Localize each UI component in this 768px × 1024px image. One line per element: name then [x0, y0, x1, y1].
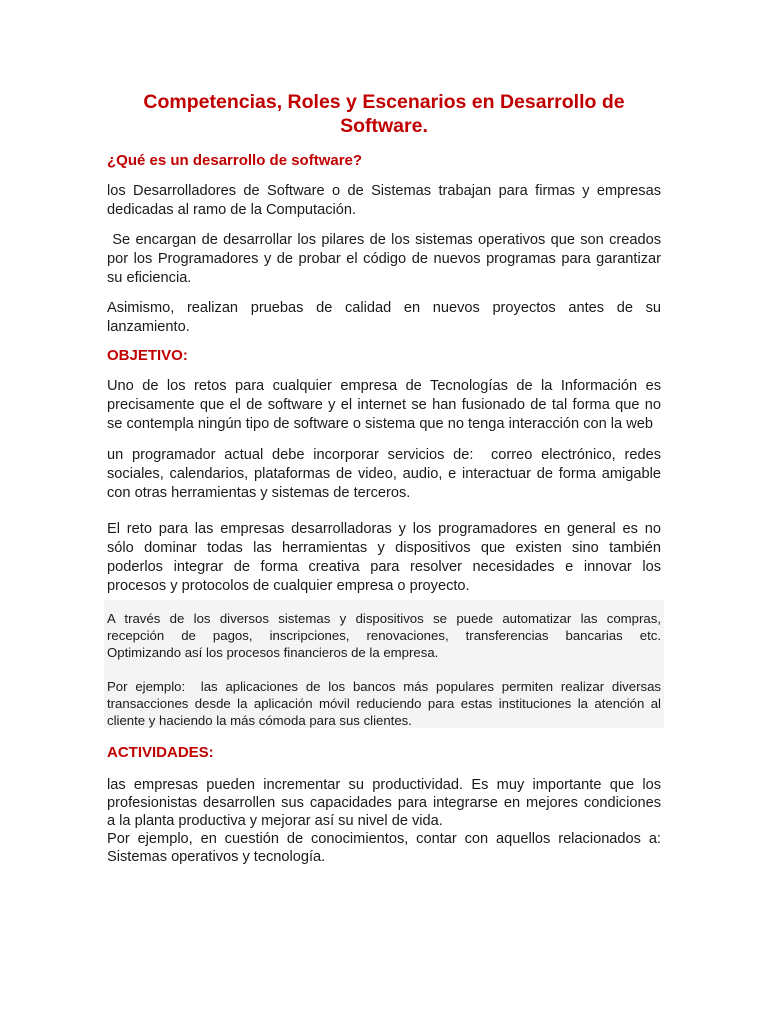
text-line: procesos y protocolos de cualquier empresa o proyecto. [107, 578, 470, 594]
text-line: recepción de pagos, inscripciones, renovaciones, transferencias bancarias etc. [107, 628, 661, 643]
text-line: Se encargan de desarrollar los pilares de los sistemas operativos que son creados [107, 232, 661, 248]
document-title [110, 90, 658, 138]
text-line: profesionistas desarrollen sus capacidades para integrarse en mejores condiciones [107, 795, 661, 811]
text-line: Por ejemplo, en cuestión de conocimientos, contar con aquellos relacionados a: [107, 831, 661, 847]
text-line: precisamente que el de software y el internet se han fusionado de tal forma que no [107, 397, 661, 413]
text-line: sociales, calendarios, plataformas de video, audio, e interactuar de forma amigable [107, 466, 661, 482]
text-line: poderlos integrar de forma creativa para resolver necesidades e innovar los [107, 559, 661, 575]
objetivo-paragraph-2 [107, 446, 661, 503]
objetivo-paragraph-3 [107, 520, 661, 596]
title-line: Software. [340, 115, 428, 137]
intro-paragraph-1 [107, 182, 661, 220]
text-line: cliente y haciendo la más cómoda para sus clientes. [107, 713, 412, 728]
objetivo-paragraph-5 [107, 678, 661, 729]
text-line: Uno de los retos para cualquier empresa de Tecnologías de la Información es [107, 378, 661, 394]
text-line: Asimismo, realizan pruebas de calidad en nuevos proyectos antes de su [107, 300, 661, 316]
text-line: sólo dominar todas las herramientas y dispositivos que existen sino también [107, 540, 661, 556]
actividades-paragraph [107, 776, 661, 866]
text-line: dedicadas al ramo de la Computación. [107, 202, 357, 218]
objetivo-heading: OBJETIVO: [107, 347, 188, 364]
actividades-heading: ACTIVIDADES: [107, 744, 214, 761]
text-line: A través de los diversos sistemas y dispositivos se puede automatizar las compras, [107, 611, 661, 626]
text-line: por los Programadores y de probar el código de nuevos programas para garantizar [107, 251, 661, 267]
text-line: transacciones desde la aplicación móvil reduciendo para estas instituciones la atención al [107, 696, 661, 711]
intro-paragraph-2 [107, 231, 661, 288]
text-line: Por ejemplo: las aplicaciones de los bancos más populares permiten realizar diversas [107, 679, 661, 694]
text-line: a la planta productiva y mejorar así su nivel de vida. [107, 813, 443, 829]
text-line: Sistemas operativos y tecnología. [107, 849, 326, 865]
text-line: las empresas pueden incrementar su productividad. Es muy importante que los [107, 777, 661, 793]
text-line: lanzamiento. [107, 319, 190, 335]
objetivo-paragraph-4 [107, 610, 661, 661]
text-line: un programador actual debe incorporar servicios de: correo electrónico, redes [107, 447, 661, 463]
objetivo-paragraph-1 [107, 377, 661, 434]
text-line: El reto para las empresas desarrolladoras y los programadores en general es no [107, 521, 661, 537]
intro-paragraph-3 [107, 299, 661, 337]
text-line: los Desarrolladores de Software o de Sistemas trabajan para firmas y empresas [107, 183, 661, 199]
text-line: su eficiencia. [107, 270, 192, 286]
text-line: con otras herramientas y sistemas de terceros. [107, 485, 411, 501]
text-line: se contempla ningún tipo de software o sistema que no tenga interacción con la web [107, 416, 653, 432]
question-heading: ¿Qué es un desarrollo de software? [107, 152, 363, 169]
text-line: Optimizando así los procesos financieros de la empresa. [107, 645, 439, 660]
title-line: Competencias, Roles y Escenarios en Desarrollo de [143, 91, 625, 113]
